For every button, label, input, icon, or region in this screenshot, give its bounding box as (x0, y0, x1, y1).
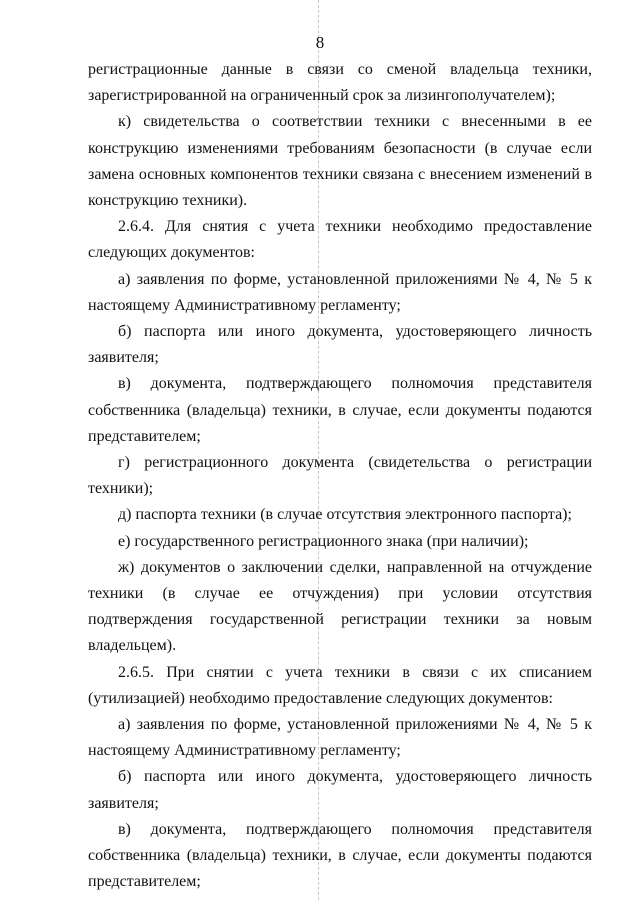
paragraph-item-k: к) свидетельства о соответствии техники с внесенными в ее конструкцию изменениями требованиям безопасности (в случае если замена основных компонентов техники связана с внесением изменений в конструкцию техники). (88, 113, 592, 210)
paragraph-2-6-5: 2.6.5. При снятии с учета техники в связи с их списанием (утилизацией) необходимо предоставление следующих документов: (88, 663, 592, 707)
list-item-v-2: в) документа, подтверждающего полномочия представителя собственника (владельца) техники, в случае, если документы подаются представителем; (88, 820, 592, 891)
list-item-b: б) паспорта или иного документа, удостоверяющего личность заявителя; (88, 323, 592, 367)
list-item-g: г) регистрационного документа (свидетельства о регистрации техники); (88, 454, 592, 498)
list-item-a-2: а) заявления по форме, установленной приложениями № 4, № 5 к настоящему Административному регламенту; (88, 716, 592, 760)
list-item-b-2: б) паспорта или иного документа, удостоверяющего личность заявителя; (88, 768, 592, 812)
document-body (88, 57, 592, 896)
list-item-d: д) паспорта техники (в случае отсутствия электронного паспорта); (118, 506, 572, 524)
page-number: 8 (315, 33, 325, 52)
paragraph-2-6-4: 2.6.4. Для снятия с учета техники необходимо предоставление следующих документов: (88, 218, 592, 262)
list-item-v: в) документа, подтверждающего полномочия представителя собственника (владельца) техники, в случае, если документы подаются представителем; (88, 375, 592, 445)
list-item-a: а) заявления по форме, установленной приложениями № 4, № 5 к настоящему Административному регламенту; (88, 270, 592, 314)
paragraph-continuation: регистрационные данные в связи со сменой владельца техники, зарегистрированной на ограниченный срок за лизингополучателем); (88, 61, 592, 105)
list-item-e: е) государственного регистрационного знака (при наличии); (118, 532, 529, 550)
list-item-zh: ж) документов о заключении сделки, направленной на отчуждение техники (в случае ее отчуждения) при условии отсутствия подтверждения государственной регистрации техники за новым владельцем). (88, 558, 592, 655)
